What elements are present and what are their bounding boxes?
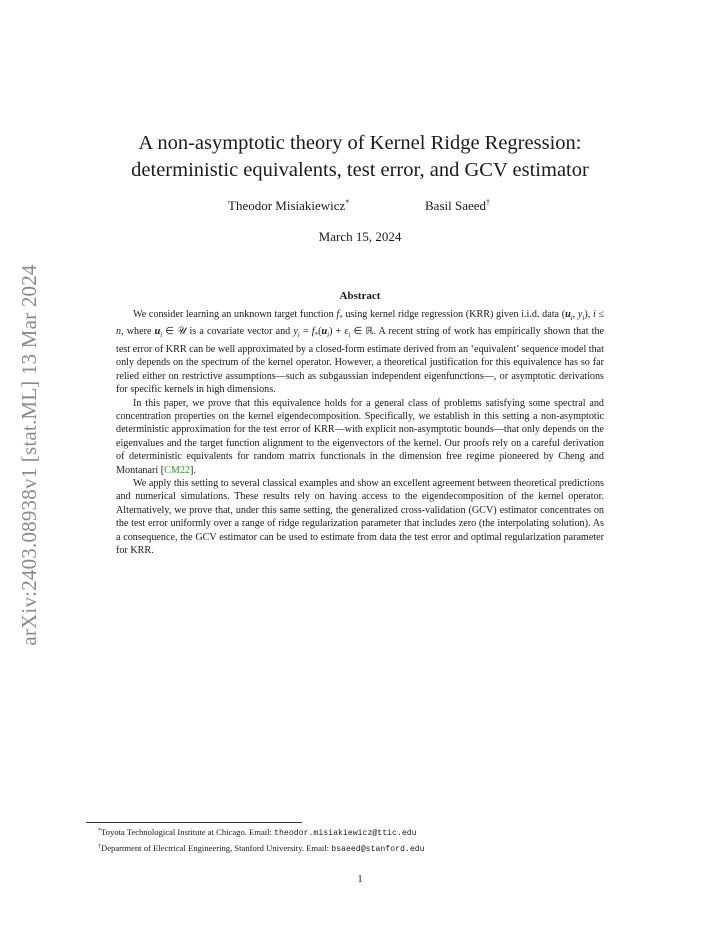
paper-title (0, 130, 720, 184)
abstract-p1-text-b: using kernel ridge regression (KRR) given i.i.d. data (342, 309, 562, 320)
footnote-2-text: Department of Electrical Engineering, Stanford University. Email: (101, 842, 332, 853)
footnotes (98, 825, 658, 856)
author-2-mark: † (486, 198, 491, 207)
abstract-p1-text-a: We consider learning an unknown target function (133, 309, 337, 320)
abstract-paragraph-2 (116, 397, 604, 477)
math-sub: * (339, 314, 343, 323)
author-2 (425, 198, 490, 214)
abstract-heading: Abstract (339, 290, 381, 302)
footnote-1-text: Toyota Technological Institute at Chicago. Email: (101, 827, 275, 837)
arxiv-identifier-stamp: arXiv:2403.08938v1 [stat.ML] 13 Mar 2024 (17, 264, 41, 646)
author-1-mark: * (345, 198, 350, 207)
footnote-1 (98, 825, 658, 841)
footnote-2-mark: † (98, 843, 101, 850)
author-1 (228, 198, 349, 214)
abstract-p1-text-d: is a covariate vector and (186, 326, 294, 338)
footnote-2 (98, 841, 658, 857)
footnote-1-mark: * (98, 828, 101, 834)
abstract-p2-text-a: In this paper, we prove that this equivalence holds for a general class of problems satisfying some spectral and concentration properties on the kernel eigendecomposition. Specifically, we establish in this setting a non-asymptotic deterministic approximation for the test error of KRR—with explicit non-asymptotic bounds—that only depends on the eigenvalues and the target function alignment to the eigenvectors of the kernel. Our proofs rely on a careful derivation of deterministic equivalents for random matrix functionals in the dimension free regime pioneered by Cheng and Montanari [ (116, 397, 604, 476)
footnote-divider (86, 822, 302, 823)
title-line-1: A non-asymptotic theory of Kernel Ridge Regression: (138, 132, 582, 154)
footnote-1-email: theodor.misiakiewicz@ttic.edu (274, 829, 417, 838)
math-u-i: u (565, 309, 571, 320)
title-line-2: deterministic equivalents, test error, and GCV estimator (131, 159, 589, 181)
abstract-body (116, 308, 604, 557)
footnote-2-email: bsaeed@stanford.edu (331, 844, 425, 854)
author-1-name: Theodor Misiakiewicz (228, 198, 346, 213)
abstract-p1-text-c: , where (121, 326, 155, 338)
abstract-p2-text-b: ]. (189, 464, 196, 476)
citation-link-cm22[interactable]: CM22 (164, 464, 190, 476)
publication-date: March 15, 2024 (318, 229, 402, 244)
author-list (0, 198, 720, 218)
author-2-name: Basil Saeed (425, 198, 487, 213)
abstract-p1-text-e: . A recent string of work has empirically shown that the test error of KRR can be well approximated by a closed-form estimate derived from an ‘equivalent’ sequence model that only depends on the spectrum of the kernel operator. However, a theoretical justification for this equivalence has so far relied either on restrictive assumptions—such as subgaussian independent eigenfunctions—, or asymptotic derivations for specific kernels in high dimensions. (116, 326, 605, 396)
page-number: 1 (357, 873, 363, 885)
abstract-paragraph-1: We consider learning an unknown target function $f_*$ using kernel ridge regression (KRR) given i.i.d. data ($u_i$, $y_i$), i ≤ n, where $u_i$ ∈ 𝒰 is a covariate vector and $y_i = f_*(u_i) + \varepsilon_i$ ∈ ℝ. A recent string of work has empirically shown that the test error of KRR can be well approximated by a closed-form estimate derived from an ‘equivalent’ sequence model that only depends on the spectrum of the kernel operator. However, a theoretical justification for this equivalence has so far relied either on restrictive assumptions—such as subgaussian independent eigenfunctions—, or asymptotic derivations for specific kernels in high dimensions. (116, 309, 605, 396)
abstract-paragraph-3: We apply this setting to several classical examples and show an excellent agreement between theoretical predictions and numerical simulations. These results rely on having access to the eigendecomposition of the kernel operator. Alternatively, we prove that, under this same setting, the generalized cross-validation (GCV) estimator concentrates on the test error uniformly over a range of ridge regularization parameter that includes zero (the interpolating solution). As a consequence, the GCV estimator can be used to estimate from data the test error and optimal regularization parameter for KRR. (116, 477, 604, 556)
math-f-star: f (336, 309, 340, 320)
